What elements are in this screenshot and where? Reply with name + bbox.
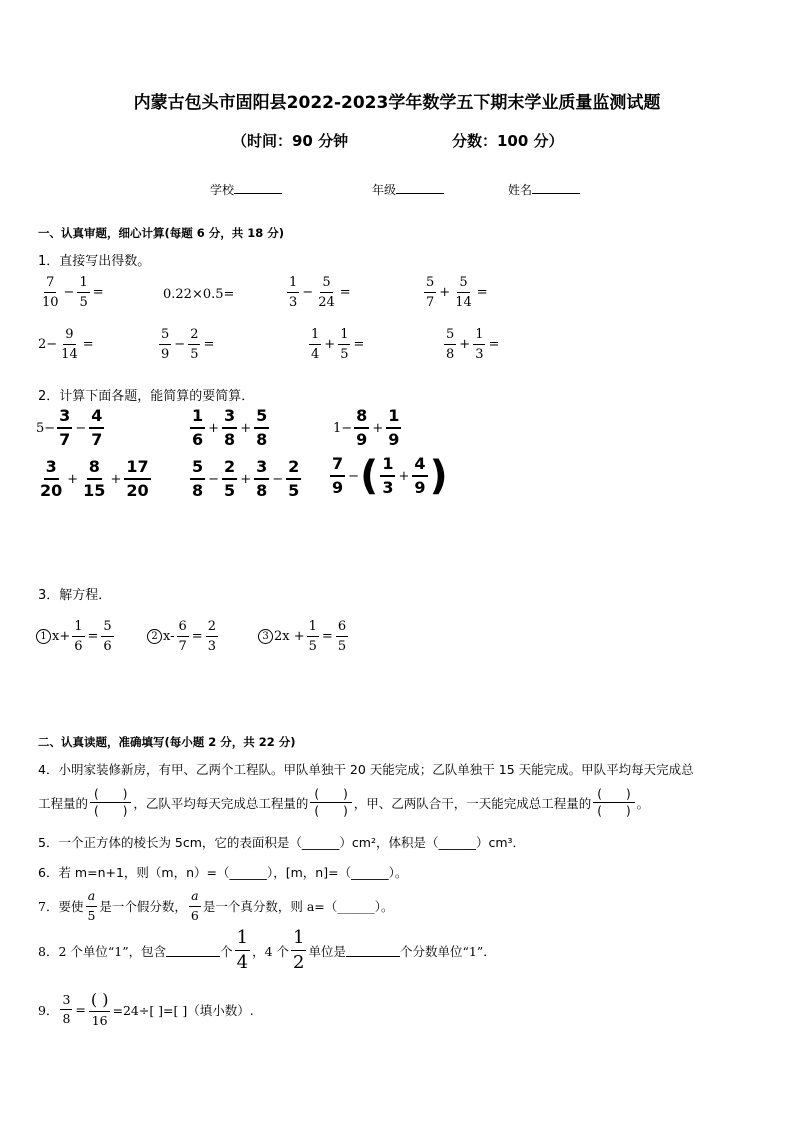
name-blank <box>532 182 580 194</box>
fraction: $\frac{1}{3}$ <box>289 275 298 310</box>
fraction: $\frac{5}{14}$ <box>455 275 472 310</box>
circled-number: 1 <box>36 629 51 644</box>
q3-equation-3: 3 2x + $\frac{1}{5}$ = $\frac{6}{5}$ <box>258 620 350 653</box>
fraction: $\frac{4}{9}$ <box>414 454 426 497</box>
fraction-blank[interactable]: ( ) ( ) <box>90 788 131 817</box>
right-paren: ) <box>429 453 448 499</box>
name-field <box>508 181 580 198</box>
grade-label: 年级 <box>372 183 397 197</box>
fraction: $\frac{4}{7}$ <box>91 406 103 449</box>
fraction: $\frac{2}{5}$ <box>288 457 300 500</box>
exam-time: （时间：90 分钟 <box>232 132 349 150</box>
fraction: $\frac{1}{6}$ <box>192 406 204 449</box>
fraction: $\frac{1}{3}$ <box>382 454 394 497</box>
fraction: $\frac{3}{8}$ <box>62 991 71 1027</box>
fraction: $\frac{6}{5}$ <box>337 619 347 654</box>
circled-number: 3 <box>258 629 273 644</box>
q1-label: 1．直接写出得数。 <box>38 254 151 269</box>
q1-item-1: $\frac{7}{10}$ − $\frac{1}{5}$ = <box>42 275 104 310</box>
fraction: $\frac{7}{10}$ <box>42 275 59 310</box>
q1-item-3: $\frac{1}{3}$ − $\frac{5}{24}$ = <box>289 275 351 310</box>
q2-label: 2．计算下面各题，能简算的要简算． <box>38 389 255 404</box>
fraction: $\frac{7}{9}$ <box>332 454 344 497</box>
page-title: 内蒙古包头市固阳县2022-2023学年数学五下期末学业质量监测试题 <box>133 93 661 113</box>
fraction: $\frac{a}{6}$ <box>190 888 199 923</box>
fraction: $\frac{( )}{16}$ <box>90 990 109 1028</box>
fraction: $\frac{5}{8}$ <box>256 406 268 449</box>
name-label: 姓名 <box>508 183 533 197</box>
grade-blank <box>396 182 444 194</box>
fraction: $\frac{2}{5}$ <box>190 327 199 362</box>
q2-expr-2: $\frac{1}{6}$ + $\frac{3}{8}$ + $\frac{5}{8}$ <box>192 406 268 449</box>
q2-expr-3: 1− $\frac{8}{9}$ + $\frac{1}{9}$ <box>333 406 400 449</box>
q1-item-8: $\frac{5}{8}$ + $\frac{1}{3}$ = <box>446 327 500 362</box>
section-2-heading: 二、认真读题，准确填写(每小题 2 分，共 22 分) <box>38 735 296 749</box>
fraction: $\frac{1}{5}$ <box>308 619 317 654</box>
fraction: $\frac{17}{20}$ <box>126 457 149 500</box>
fraction: $\frac{5}{24}$ <box>318 275 335 310</box>
fraction-blank[interactable]: ( ) ( ) <box>593 788 634 817</box>
fraction: $\frac{1}{4}$ <box>236 927 249 973</box>
fraction: $\frac{5}{9}$ <box>161 327 170 362</box>
answer-blank[interactable] <box>166 944 220 957</box>
fraction: $\frac{1}{5}$ <box>79 275 88 310</box>
q3-equation-2: 2 x- $\frac{6}{7}$ = $\frac{2}{3}$ <box>147 620 220 653</box>
fraction: $\frac{5}{6}$ <box>103 619 112 654</box>
fraction: $\frac{1}{9}$ <box>388 406 400 449</box>
q1-item-7: $\frac{1}{4}$ + $\frac{1}{5}$ = <box>311 327 365 362</box>
q8: 8．2 个单位“1”，包含 个 $\frac{1}{4}$ ，4 个 $\frac{1}{2}$ 单位是 个分数单位“1”． <box>38 927 496 973</box>
fraction: $\frac{1}{6}$ <box>74 619 83 654</box>
fraction: $\frac{8}{9}$ <box>356 406 368 449</box>
fraction: $\frac{1}{3}$ <box>475 327 484 362</box>
circled-number: 2 <box>147 629 162 644</box>
school-blank <box>234 182 282 194</box>
fraction: $\frac{5}{8}$ <box>192 457 204 500</box>
fraction: $\frac{5}{8}$ <box>446 327 455 362</box>
q3-equation-1: 1 x+ $\frac{1}{6}$ = $\frac{5}{6}$ <box>36 620 116 653</box>
q3-label: 3．解方程． <box>38 588 112 603</box>
fraction: $\frac{a}{5}$ <box>87 888 96 923</box>
answer-blank[interactable] <box>346 944 400 957</box>
q1-item-5: 2− $\frac{9}{14}$ = <box>38 327 94 362</box>
q7: 7．要使 $\frac{a}{5}$ 是一个假分数， $\frac{a}{6}$ 是一个真分数，则 a=（______）。 <box>38 888 394 923</box>
q9: 9． $\frac{3}{8}$ = $\frac{( )}{16}$ =24÷[ ]=[ ]（填小数）. <box>38 990 254 1028</box>
fraction: $\frac{3}{20}$ <box>40 457 63 500</box>
grade-field <box>372 181 444 198</box>
q2-expr-5: $\frac{5}{8}$ − $\frac{2}{5}$ + $\frac{3}{8}$ − $\frac{2}{5}$ <box>192 457 300 500</box>
exam-score: 分数：100 分） <box>452 132 564 150</box>
fraction-blank[interactable]: ( ) ( ) <box>310 788 351 817</box>
fraction: $\frac{3}{7}$ <box>59 406 71 449</box>
school-label: 学校 <box>210 183 235 197</box>
fraction: $\frac{1}{4}$ <box>311 327 320 362</box>
fraction: $\frac{2}{5}$ <box>224 457 236 500</box>
q4-line-2: 工程量的 ( ) ( ) ，乙队平均每天完成总工程量的 ( ) ( ) ，甲、乙两队合干，一天能完成总工程量的 ( ) ( ) 。 <box>38 787 650 818</box>
q6: 6．若 m=n+1，则（m，n）=（______），[m，n]=（______）。 <box>38 865 408 880</box>
q1-item-2: 0.22×0.5= <box>163 287 235 302</box>
fraction: $\frac{3}{8}$ <box>224 406 236 449</box>
q4-line-1: 4．小明家装修新房，有甲、乙两个工程队。甲队单独干 20 天能完成；乙队单独干 15 天能完成。甲队平均每天完成总 <box>38 762 694 777</box>
q2-expr-6: $\frac{7}{9}$ − ( $\frac{1}{3}$ + $\frac{4}{9}$ ) <box>332 453 448 499</box>
q5: 5．一个正方体的棱长为 5cm，它的表面积是（______）cm²，体积是（______）cm³． <box>38 835 526 850</box>
q1-item-6: $\frac{5}{9}$ − $\frac{2}{5}$ = <box>161 327 215 362</box>
fraction: $\frac{1}{5}$ <box>340 327 349 362</box>
fraction: $\frac{1}{2}$ <box>293 927 305 973</box>
fraction: $\frac{6}{7}$ <box>178 619 187 654</box>
fraction: $\frac{2}{3}$ <box>207 619 216 654</box>
q2-expr-1: 5− $\frac{3}{7}$ − $\frac{4}{7}$ <box>36 406 103 449</box>
school-field <box>210 181 282 198</box>
fraction: $\frac{3}{8}$ <box>256 457 268 500</box>
section-1-heading: 一、认真审题，细心计算(每题 6 分，共 18 分) <box>38 226 285 240</box>
fraction: $\frac{5}{7}$ <box>426 275 435 310</box>
left-paren: ( <box>360 453 379 499</box>
fraction: $\frac{8}{15}$ <box>83 457 106 500</box>
q1-item-4: $\frac{5}{7}$ + $\frac{5}{14}$ = <box>426 275 488 310</box>
fraction: $\frac{9}{14}$ <box>61 327 78 362</box>
q2-expr-4: $\frac{3}{20}$ + $\frac{8}{15}$ + $\frac{17}{20}$ <box>40 457 149 500</box>
